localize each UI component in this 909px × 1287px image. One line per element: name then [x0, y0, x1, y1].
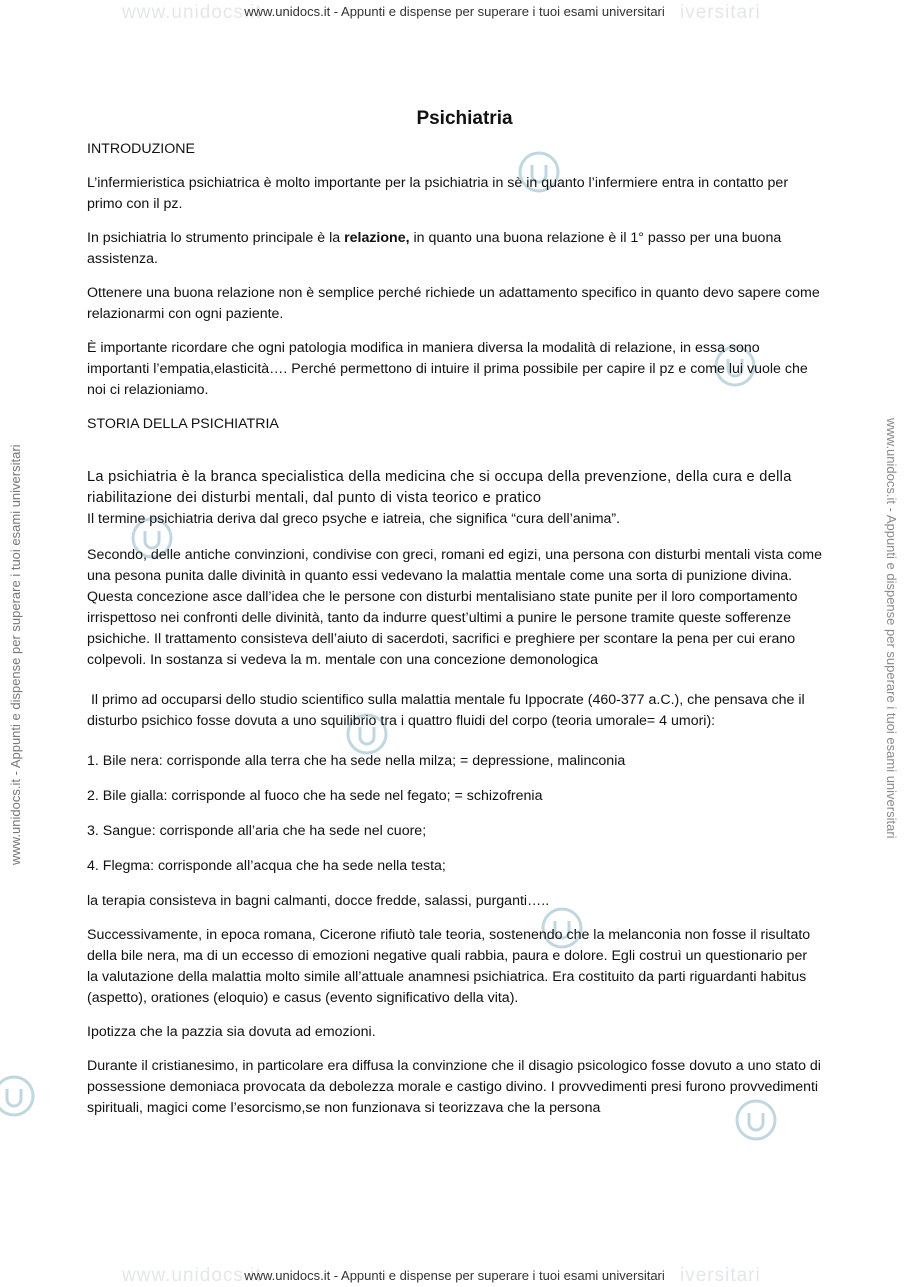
watermark-side-left: www.unidocs.it - Appunti e dispense per superare i tuoi esami universitari [8, 444, 23, 865]
paragraph: Ottenere una buona relazione non è semplice perché richiede un adattamento specifico in quanto devo sapere come relazionarmi con ogni paziente. [87, 285, 820, 322]
section-heading-intro: INTRODUZIONE [87, 141, 195, 157]
document-page [87, 108, 822, 1132]
list-item: 1. Bile nera: corrisponde alla terra che ha sede nella milza; = depressione, malinconia [87, 753, 626, 769]
watermark-banner-top: www.unidocs.it - Appunti e dispense per superare i tuoi esami universitari [244, 4, 665, 19]
list-item: 2. Bile gialla: corrisponde al fuoco che ha sede nel fegato; = schizofrenia [87, 788, 543, 804]
watermark-ghost-top-right: iversitari [680, 2, 761, 23]
paragraph: Successivamente, in epoca romana, Cicerone rifiutò tale teoria, sostenendo che la melanconia non fosse il risultato della bile nera, ma di un eccesso di emozioni negative quali rabbia, paura e dolore. Egli costruì un questionario per la valutazione della malattia molto simile all’attuale anamnesi psichiatrica. Era costituito da parti riguardanti habitus (aspetto), orationes (eloquio) e casus (evento significativo della vita). [87, 927, 811, 1006]
paragraph: Il primo ad occuparsi dello studio scientifico sulla malattia mentale fu Ippocrate (460-377 a.C.), che pensava che il disturbo psichico fosse dovuta a uno squilibrio tra i quattro fluidi del corpo (teoria umorale= 4 umori): [87, 692, 809, 729]
paragraph: Ipotizza che la pazzia sia dovuta ad emozioni. [87, 1024, 376, 1040]
paragraph: È importante ricordare che ogni patologia modifica in maniera diversa la modalità di relazione, in essa sono importanti l’empatia,elasticità…. Perché permettono di intuire il prima possibile per capire il pz e come lui vuole che noi ci relazioniamo. [87, 340, 808, 398]
paragraph-text: in quanto una buona relazione è il 1° passo per una buona assistenza. [87, 230, 782, 267]
watermark-banner-bottom: www.unidocs.it - Appunti e dispense per superare i tuoi esami universitari [244, 1268, 665, 1283]
paragraph [87, 228, 822, 270]
watermark-ghost-bottom-left: www.unidocs.it [122, 1265, 262, 1286]
paragraph: L’infermieristica psichiatrica è molto importante per la psichiatria in sè in quanto l’infermiere entra in contatto per primo con il pz. [87, 175, 789, 212]
watermark-logo-icon [0, 1074, 36, 1118]
document-title: Psichiatria [416, 108, 513, 129]
paragraph: Durante il cristianesimo, in particolare era diffusa la convinzione che il disagio psicologico fosse dovuto a uno stato di possessione demoniaca provocata da debolezza morale e castigo divino. I provvedimenti presi furono provvedimenti spirituali, magici come l’esorcismo,se non funzionava si teorizzava che la persona [87, 1058, 821, 1116]
paragraph: Il termine psichiatria deriva dal greco psyche e iatreia, che significa “cura dell’anima”. [87, 511, 621, 527]
paragraph-text: In psichiatria lo strumento principale è la [87, 230, 345, 246]
paragraph: La psichiatria è la branca specialistica della medicina che si occupa della prevenzione, della cura e della riabilitazione dei disturbi mentali, dal punto di vista teorico e pratico [87, 469, 792, 506]
watermark-ghost-bottom-right: iversitari [680, 1265, 761, 1286]
paragraph: Secondo, delle antiche convinzioni, condivise con greci, romani ed egizi, una persona con disturbi mentali vista come una pesona punita dalle divinità in quanto essi vedevano la malattia mentale come una sorta di punizione divina. Questa concezione asce dall’idea che le persone con disturbi mentalisiano state punite per il loro comportamento irrispettoso nei confronti delle divinità, tanto da indurre quest’ultimi a punire le persone tramite queste sofferenze psichiche. Il trattamento consisteva dell’aiuto di sacerdoti, sacrifici e preghiere per scontare la pena per cui erano colpevoli. In sostanza si vedeva la m. mentale con una concezione demonologica [87, 547, 823, 668]
bold-term: relazione, [344, 230, 410, 246]
list-item: 3. Sangue: corrisponde all’aria che ha sede nel cuore; [87, 823, 427, 839]
list-item: 4. Flegma: corrisponde all’acqua che ha sede nella testa; [87, 858, 446, 874]
paragraph: la terapia consisteva in bagni calmanti, docce fredde, salassi, purganti….. [87, 893, 550, 909]
watermark-ghost-top-left: www.unidocs.it [122, 2, 262, 23]
section-heading-history: STORIA DELLA PSICHIATRIA [87, 416, 279, 432]
watermark-side-right: www.unidocs.it - Appunti e dispense per superare i tuoi esami universitari [884, 418, 899, 839]
